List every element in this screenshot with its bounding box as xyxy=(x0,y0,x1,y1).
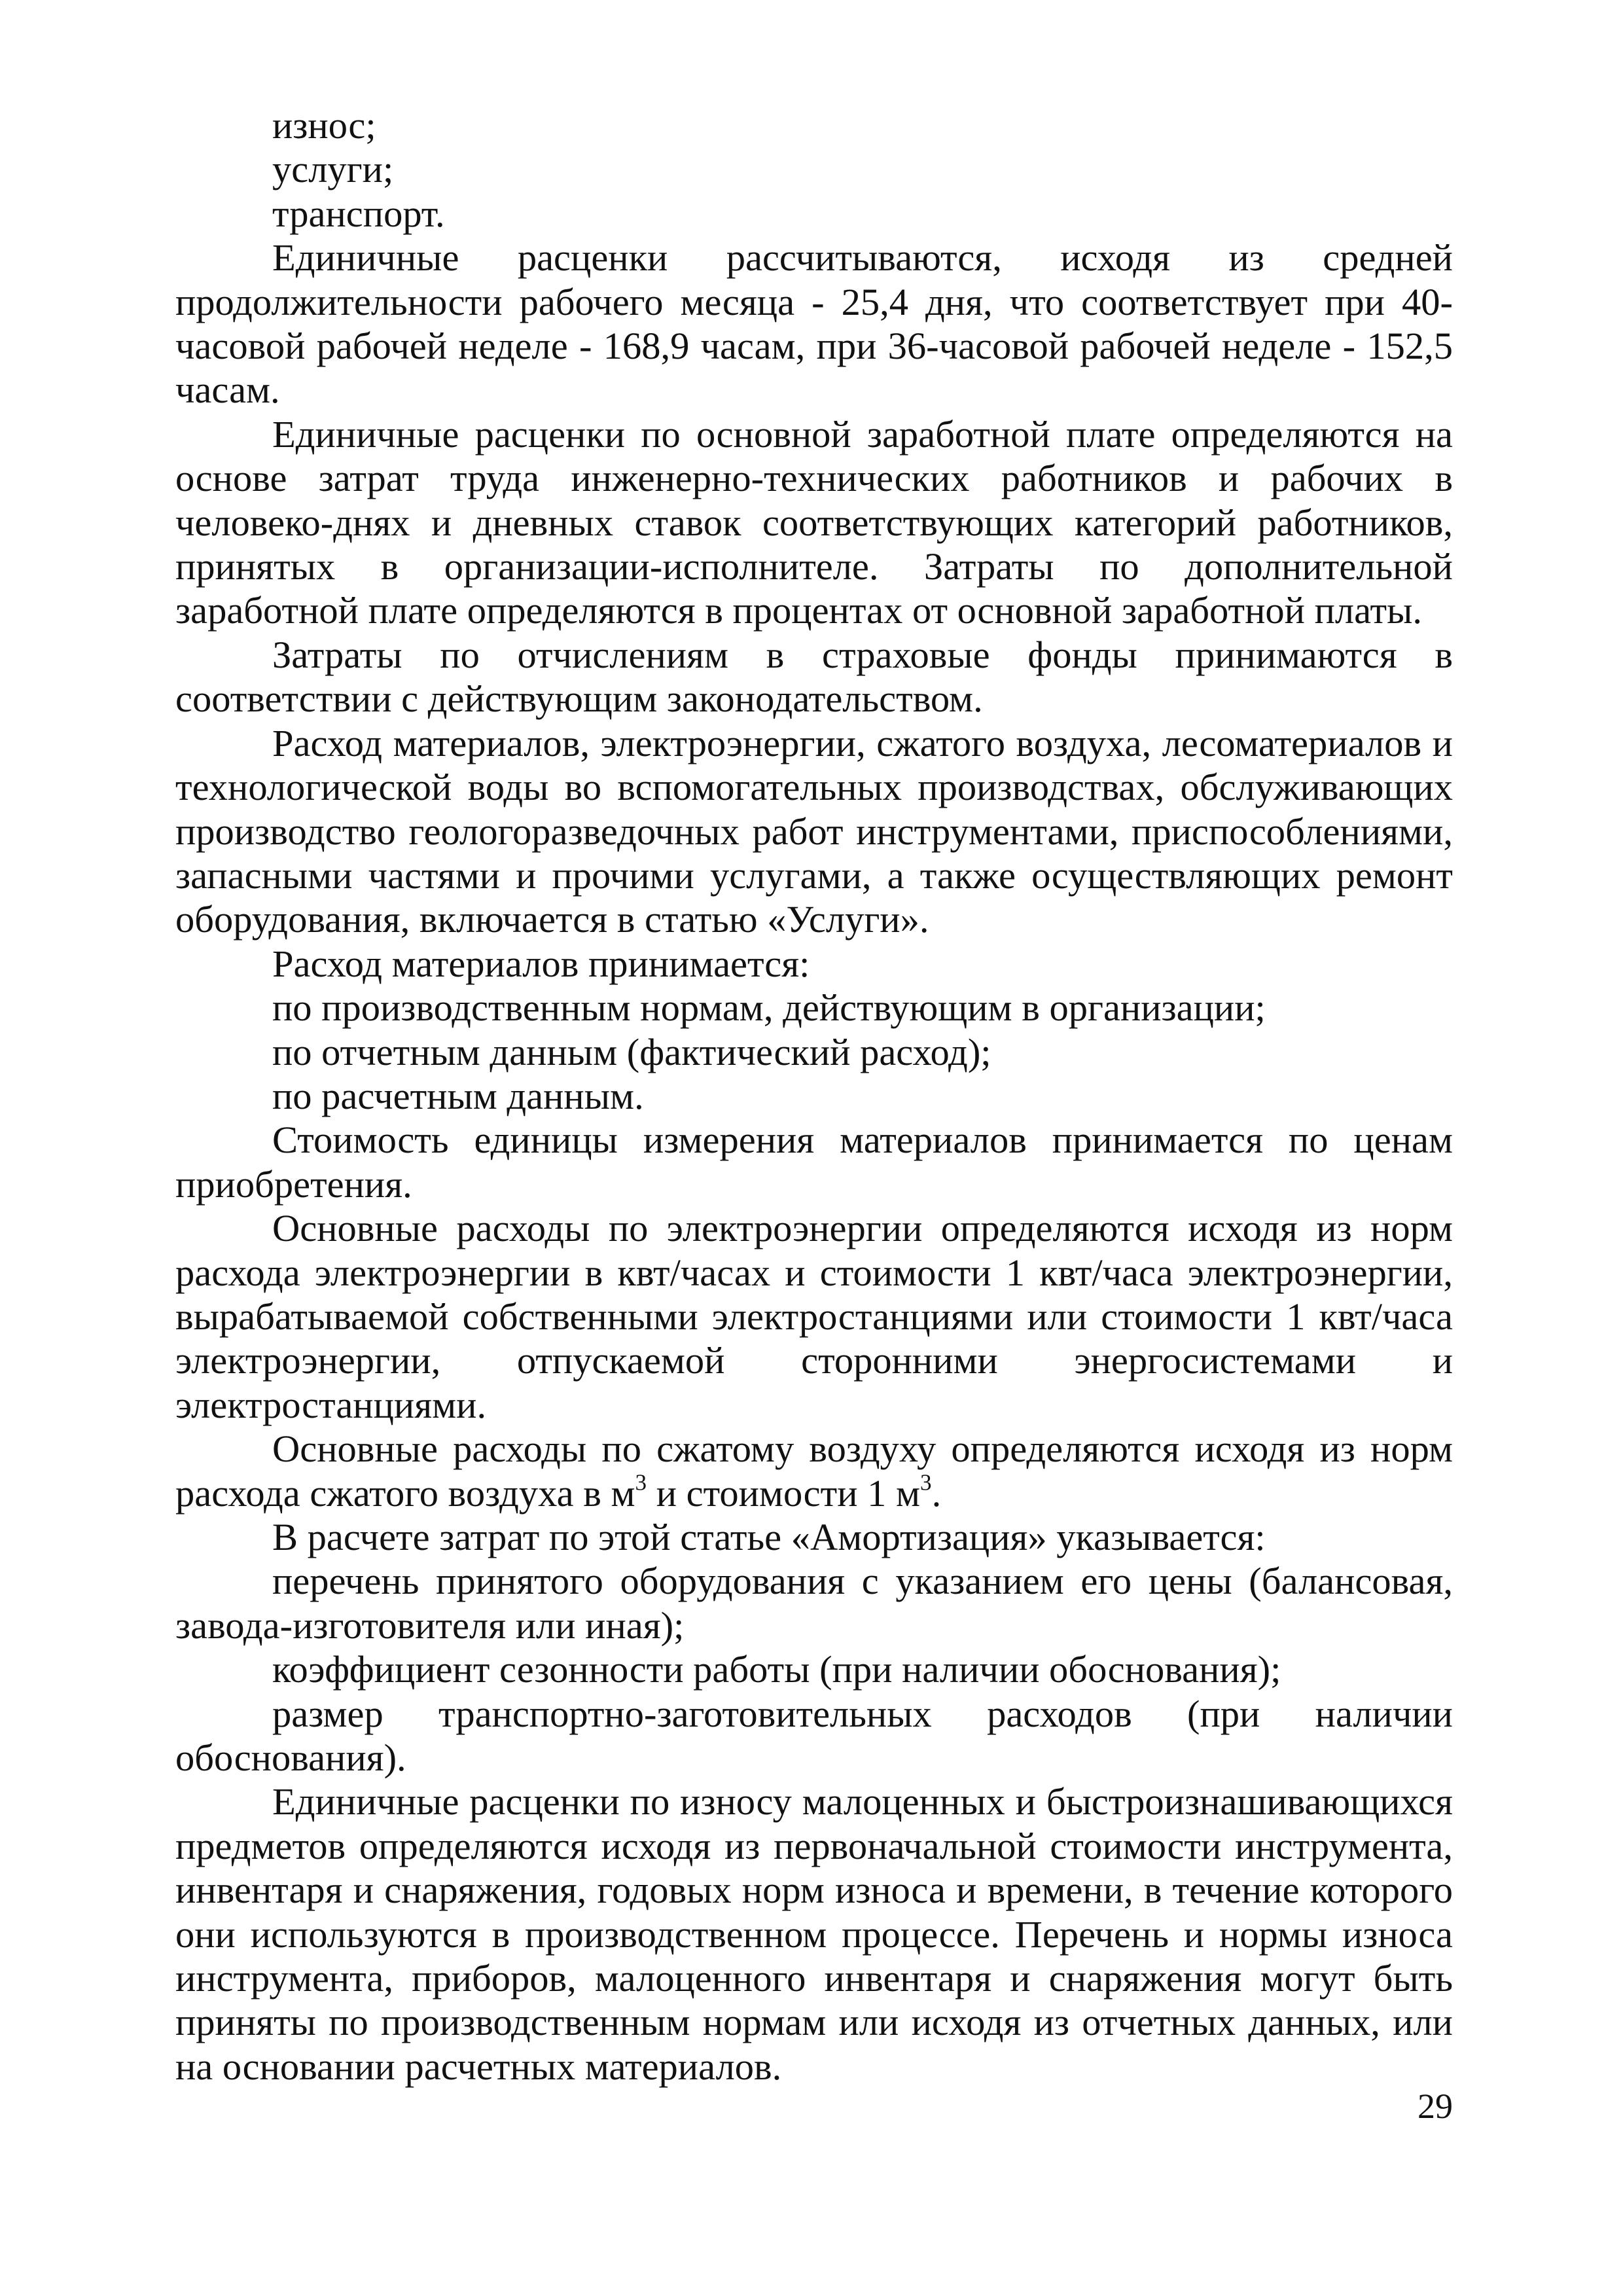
paragraph-electricity: Основные расходы по электроэнергии определяются исходя из норм расхода электроэнергии в квт/часах и стоимости 1 квт/часа электроэнергии, вырабатываемой собственными электростанциями или стоимости 1 квт/часа электроэнергии, отпускаемой сторонними энергосистемами и электростанциями. xyxy=(175,1207,1453,1426)
amortization-item-seasonality: коэффициент сезонности работы (при наличии обоснования); xyxy=(272,1648,1281,1691)
materials-item-calculations: по расчетным данным. xyxy=(272,1074,644,1117)
materials-item-reports: по отчетным данным (фактический расход); xyxy=(272,1030,991,1073)
air-text-1: Основные расходы по сжатому воздуху определяются исходя из норм расхода сжатого воздуха в м xyxy=(175,1427,1453,1515)
list-item-wear: износ; xyxy=(272,104,376,147)
paragraph-base-salary: Единичные расценки по основной заработной плате определяются на основе затрат труда инженерно-технических работников и рабочих в человеко-днях и дневных ставок соответствующих категорий работников, принятых в организации-исполнителе. Затраты по дополнительной заработной плате определяются в процентах от основной заработной платы. xyxy=(175,412,1453,632)
materials-item-norms: по производственным нормам, действующим в организации; xyxy=(272,986,1266,1030)
page-number: 29 xyxy=(1418,2087,1453,2126)
air-text-3: . xyxy=(931,1471,942,1515)
document-page xyxy=(175,103,1453,2089)
air-superscript-2: 3 xyxy=(920,1469,932,1496)
list-item-services: услуги; xyxy=(272,148,394,191)
list-item-transport: транспорт. xyxy=(272,192,445,235)
paragraph-insurance: Затраты по отчислениям в страховые фонды принимаются в соответствии с действующим законодательством. xyxy=(175,633,1453,721)
paragraph-compressed-air xyxy=(175,1427,1453,1515)
paragraph-unit-rates: Единичные расценки рассчитываются, исходя из средней продолжительности рабочего месяца - 25,4 дня, что соответствует при 40-часовой рабочей неделе - 168,9 часам, при 36-часовой рабочей неделе - 152,5 часам. xyxy=(175,236,1453,412)
paragraph-wear-rates: Единичные расценки по износу малоценных и быстроизнашивающихся предметов определяются исходя из первоначальной стоимости инструмента, инвентаря и снаряжения, годовых норм износа и времени, в течение которого они используются в производственном процессе. Перечень и нормы износа инструмента, приборов, малоценного инвентаря и снаряжения могут быть приняты по производственным нормам или исходя из отчетных данных, или на основании расчетных материалов. xyxy=(175,1780,1453,2088)
amortization-item-transport-costs: размер транспортно-заготовительных расходов (при наличии обоснования). xyxy=(175,1692,1453,1780)
paragraph-material-cost: Стоимость единицы измерения материалов принимается по ценам приобретения. xyxy=(175,1119,1453,1206)
materials-heading: Расход материалов принимается: xyxy=(272,942,810,985)
air-superscript-1: 3 xyxy=(635,1469,647,1496)
amortization-heading: В расчете затрат по этой статье «Амортизация» указывается: xyxy=(272,1516,1266,1558)
amortization-item-equipment: перечень принятого оборудования с указанием его цены (балансовая, завода-изготовителя или иная); xyxy=(175,1560,1453,1647)
paragraph-auxiliary-materials: Расход материалов, электроэнергии, сжатого воздуха, лесоматериалов и технологической воды во вспомогательных производствах, обслуживающих производство геологоразведочных работ инструментами, приспособлениями, запасными частями и прочими услугами, а также осуществляющих ремонт оборудования, включается в статью «Услуги». xyxy=(175,721,1453,941)
air-text-2: и стоимости 1 м xyxy=(647,1471,921,1515)
